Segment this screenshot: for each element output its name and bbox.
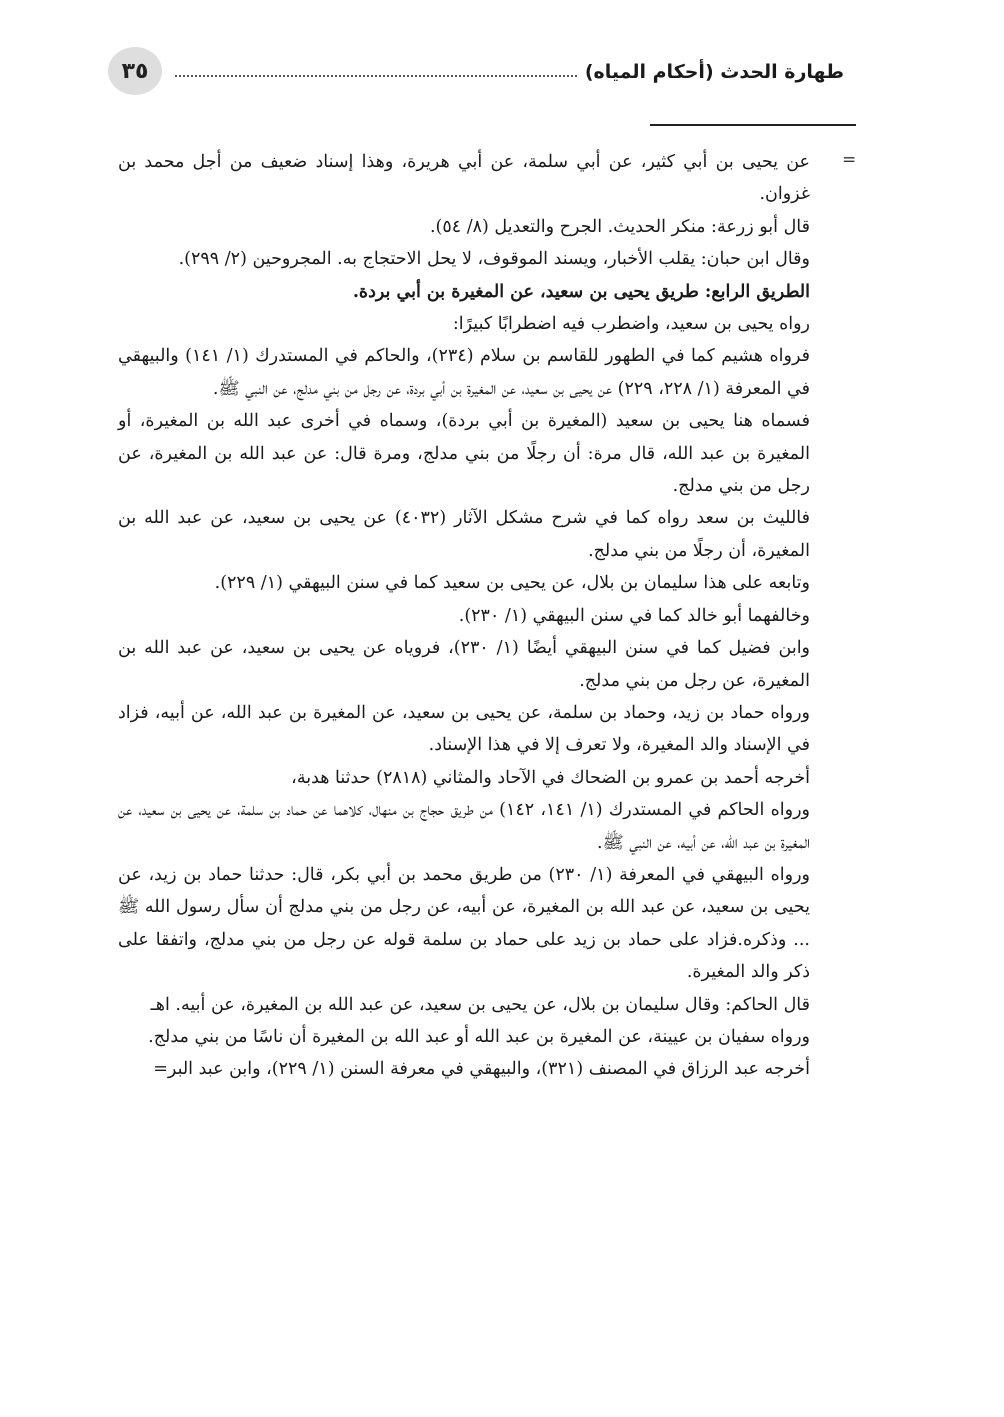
footnote-paragraph: وقال ابن حبان: يقلب الأخبار، ويسند الموقوف، لا يحل الاحتجاج به. المجروحين (٢/ ٢٩٩). bbox=[178, 249, 810, 270]
footnote-separator-rule bbox=[650, 124, 856, 126]
continuation-mark: = bbox=[842, 150, 857, 170]
header-dotted-leader bbox=[175, 75, 577, 77]
running-header-title: طهارة الحدث (أحكام المياه) bbox=[584, 61, 844, 83]
footnote-paragraph: ورواه حماد بن زيد، وحماد بن سلمة، عن يحيى بن سعيد، عن المغيرة بن عبد الله، عن أبيه، فزاد في الإسناد والد المغيرة، ولا تعرف إلا في هذا الإسناد. bbox=[118, 702, 810, 756]
running-header bbox=[175, 56, 844, 88]
footnote-paragraph: وخالفهما أبو خالد كما في سنن البيهقي (١/ ٢٣٠). bbox=[458, 605, 810, 626]
footnote-paragraph: فالليث بن سعد رواه كما في شرح مشكل الآثار (٤٠٣٢) عن يحيى بن سعيد، عن عبد الله بن المغيرة، أن رجلًا من بني مدلج. bbox=[118, 508, 811, 561]
footnote-paragraph: ورواه الحاكم في المستدرك (١/ ١٤١، ١٤٢) من طريق حجاج بن منهال، كلاهما عن حماد بن سلمة، عن يحيى بن سعيد، عن المغيرة بن عبد الله، عن أبيه، عن النبي ﷺ. bbox=[118, 800, 810, 853]
footnote-paragraph: ورواه البيهقي في المعرفة (١/ ٢٣٠) من طريق محمد بن أبي بكر، قال: حدثنا حماد بن زيد، عن يحيى بن سعيد، عن عبد الله بن المغيرة، عن أبيه، عن رجل من بني مدلج أن سأل رسول الله ﷺ ... وذكره.فزاد على حماد بن زيد على حماد بن سلمة قوله عن رجل من بني مدلج، واتفقا على ذكر والد المغيرة. bbox=[118, 864, 810, 983]
footnote-paragraph: ورواه سفيان بن عيينة، عن المغيرة بن عبد الله أو عبد الله بن المغيرة أن ناسًا من بني مدلج. bbox=[148, 1026, 810, 1047]
footnote-paragraph: قال الحاكم: وقال سليمان بن بلال، عن يحيى بن سعيد، عن عبد الله بن المغيرة، عن أبيه. اهـ bbox=[150, 994, 810, 1015]
page-number-text: ٣٥ bbox=[121, 58, 149, 84]
page-number bbox=[108, 47, 162, 95]
footnote-paragraph: فسماه هنا يحيى بن سعيد (المغيرة بن أبي بردة)، وسماه في أخرى عبد الله بن المغيرة، أو المغيرة بن عبد الله، قال مرة: أن رجلًا من بني مدلج، ومرة قال: عن عبد الله بن المغيرة، عن رجل من بني مدلج. bbox=[118, 411, 810, 497]
section-heading: الطريق الرابع: طريق يحيى بن سعيد، عن المغيرة بن أبي بردة. bbox=[352, 281, 810, 302]
footnote-paragraph: عن يحيى بن أبي كثير، عن أبي سلمة، عن أبي هريرة، وهذا إسناد ضعيف من أجل محمد بن غزوان. bbox=[118, 152, 810, 205]
footnote-paragraph: وتابعه على هذا سليمان بن بلال، عن يحيى بن سعيد كما في سنن البيهقي (١/ ٢٢٩). bbox=[214, 573, 810, 594]
footnote-paragraph: أخرجه عبد الرزاق في المصنف (٣٢١)، والبيهقي في معرفة السنن (١/ ٢٢٩)، وابن عبد البر= bbox=[153, 1059, 810, 1080]
footnote-text-block bbox=[118, 146, 810, 1086]
footnote-paragraph: وابن فضيل كما في سنن البيهقي أيضًا (١/ ٢٣٠)، فروياه عن يحيى بن سعيد، عن عبد الله بن المغيرة، عن رجل من بني مدلج. bbox=[118, 638, 811, 691]
footnote-paragraph: قال أبو زرعة: منكر الحديث. الجرح والتعديل (٨/ ٥٤). bbox=[429, 216, 810, 237]
footnote-paragraph: أخرجه أحمد بن عمرو بن الضحاك في الآحاد والمثاني (٢٨١٨) حدثنا هدبة، bbox=[291, 767, 810, 788]
footnote-paragraph: رواه يحيى بن سعيد، واضطرب فيه اضطرابًا كبيرًا: bbox=[452, 314, 810, 335]
footnote-paragraph: فرواه هشيم كما في الطهور للقاسم بن سلام (٢٣٤)، والحاكم في المستدرك (١/ ١٤١) والبيهقي في المعرفة (١/ ٢٢٨، ٢٢٩) عن يحيى بن سعيد، عن المغيرة بن أبي بردة، عن رجل من بني مدلج، عن النبي ﷺ. bbox=[118, 346, 810, 399]
